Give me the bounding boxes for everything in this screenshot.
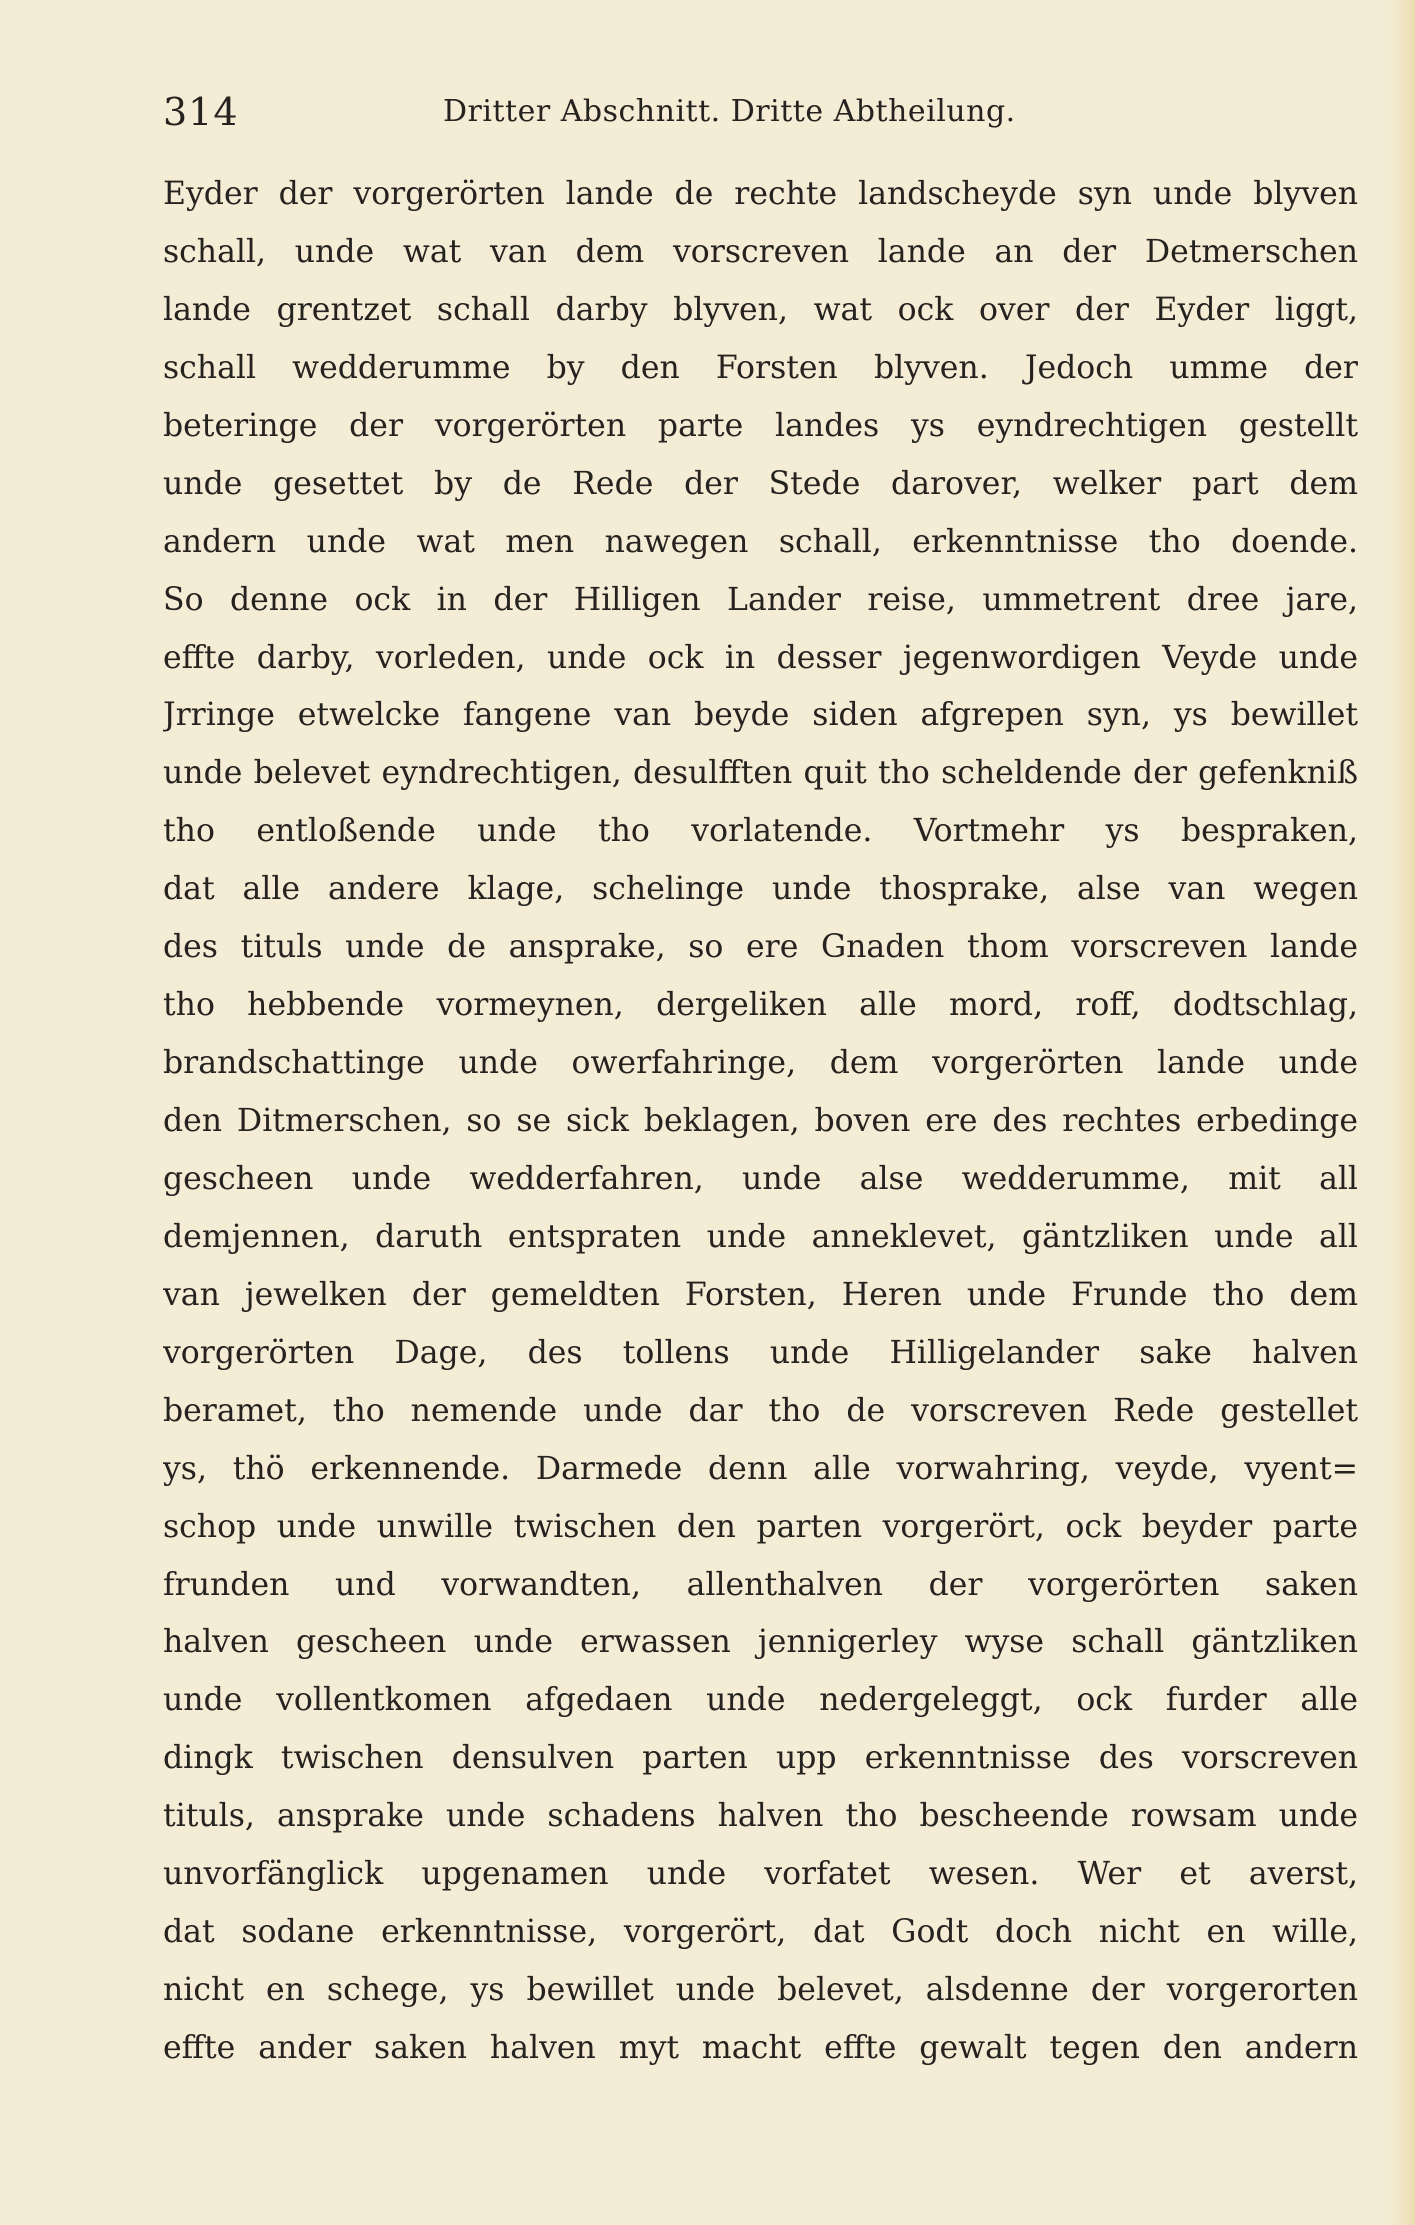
body-text <box>163 166 1358 2078</box>
text-line: gescheen unde wedderfahren, unde alse wedderumme, mit all <box>163 1160 1358 1197</box>
text-line: nicht en schege, ys bewillet unde belevet, alsdenne der vorgerorten <box>163 1972 1358 2009</box>
text-line: tho hebbende vormeynen, dergeliken alle mord, roff, dodtschlag, <box>163 987 1358 1024</box>
text-line: unde gesettet by de Rede der Stede darover, welker part dem <box>163 465 1358 502</box>
text-line: beramet, tho nemende unde dar tho de vorscreven Rede gestellet <box>163 1392 1358 1429</box>
text-line: tituls, ansprake unde schadens halven tho bescheende rowsam unde <box>163 1798 1358 1835</box>
text-line: des tituls unde de ansprake, so ere Gnaden thom vorscreven lande <box>163 929 1358 966</box>
text-line: demjennen, daruth entspraten unde anneklevet, gäntzliken unde all <box>163 1218 1358 1255</box>
text-line: dat alle andere klage, schelinge unde thosprake, alse van wegen <box>163 871 1358 908</box>
text-line: beteringe der vorgerörten parte landes ys eyndrechtigen gestellt <box>163 407 1358 444</box>
text-line: halven gescheen unde erwassen jennigerley wyse schall gäntzliken <box>163 1624 1358 1661</box>
text-line: effte darby, vorleden, unde ock in desser jegenwordigen Veyde unde <box>163 639 1358 676</box>
text-line: dingk twischen densulven parten upp erkenntnisse des vorscreven <box>163 1740 1358 1777</box>
text-line: tho entloßende unde tho vorlatende. Vortmehr ys bespraken, <box>163 813 1358 850</box>
page-header <box>163 90 1063 134</box>
text-line: unvorfänglick upgenamen unde vorfatet wesen. Wer et averst, <box>163 1856 1358 1893</box>
text-line: schop unde unwille twischen den parten vorgerört, ock beyder parte <box>163 1508 1358 1545</box>
text-line: Jrringe etwelcke fangene van beyde siden afgrepen syn, ys bewillet <box>163 697 1358 734</box>
text-line: unde belevet eyndrechtigen, desulfften quit tho scheldende der gefenkniß <box>163 755 1358 792</box>
text-line: effte ander saken halven myt macht effte gewalt tegen den andern <box>163 2030 1358 2066</box>
text-line: vorgerörten Dage, des tollens unde Hilligelander sake halven <box>163 1334 1358 1371</box>
text-line: brandschattinge unde owerfahringe, dem vorgerörten lande unde <box>163 1045 1358 1082</box>
page-number: 314 <box>163 90 239 134</box>
text-line: Eyder der vorgerörten lande de rechte landscheyde syn unde blyven <box>163 176 1358 212</box>
text-line: So denne ock in der Hilligen Lander reise, ummetrent dree jare, <box>163 581 1358 618</box>
text-line: den Ditmerschen, so se sick beklagen, boven ere des rechtes erbedinge <box>163 1103 1358 1139</box>
text-line: ys, thö erkennende. Darmede denn alle vorwahring, veyde, vyent= <box>163 1450 1358 1487</box>
text-line: dat sodane erkenntnisse, vorgerört, dat Godt doch nicht en wille, <box>163 1914 1358 1951</box>
text-line: lande grentzet schall darby blyven, wat ock over der Eyder liggt, <box>163 291 1358 328</box>
text-line: schall, unde wat van dem vorscreven lande an der Detmerschen <box>163 233 1358 270</box>
text-line: schall wedderumme by den Forsten blyven. Jedoch umme der <box>163 349 1358 386</box>
page-edge-shading <box>1389 0 1415 2225</box>
text-line: unde vollentkomen afgedaen unde nedergeleggt, ock furder alle <box>163 1682 1358 1719</box>
running-head: Dritter Abschnitt. Dritte Abtheilung. <box>443 94 1016 129</box>
text-line: andern unde wat men nawegen schall, erkenntnisse tho doende. <box>163 523 1358 560</box>
text-line: frunden und vorwandten, allenthalven der vorgerörten saken <box>163 1566 1358 1603</box>
text-line: van jewelken der gemeldten Forsten, Heren unde Frunde tho dem <box>163 1276 1358 1313</box>
